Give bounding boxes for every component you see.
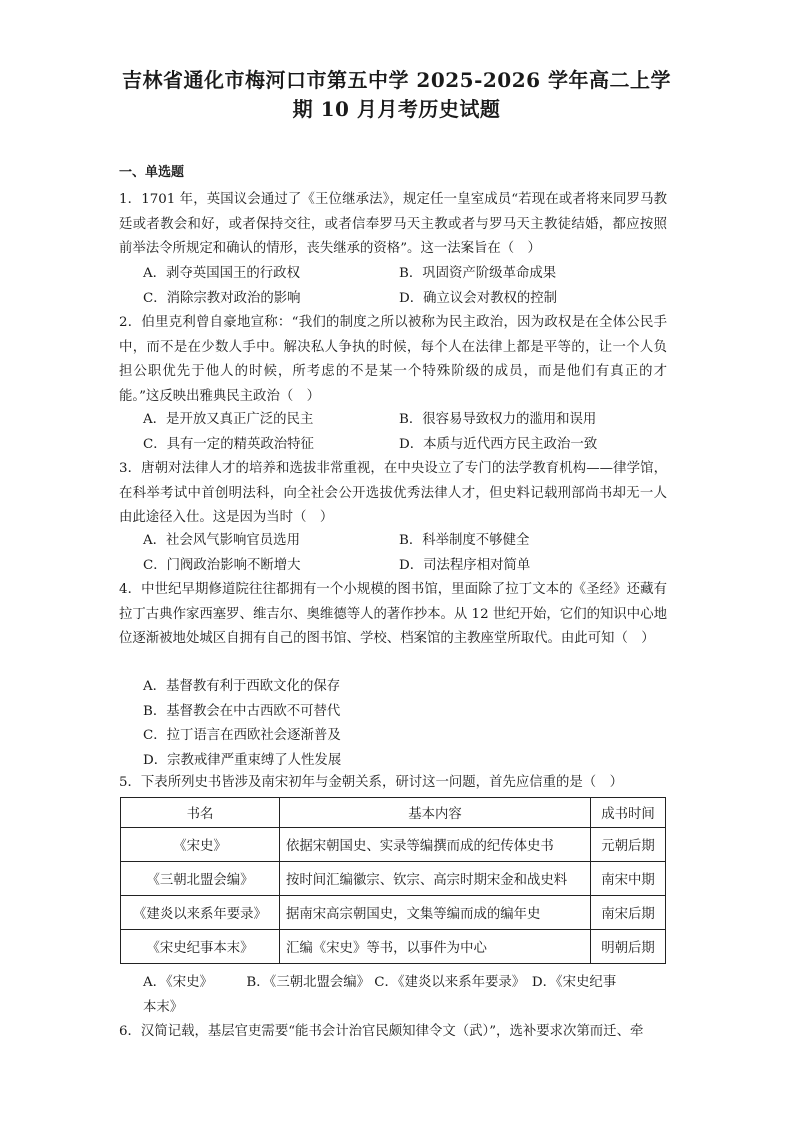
option-b: B．科举制度不够健全 bbox=[399, 533, 530, 548]
question-4-stem: 4．中世纪早期修道院往往都拥有一个小规模的图书馆，里面除了拉丁文本的《圣经》还藏有拉丁古典作家西塞罗、维吉尔、奥维德等人的著作抄本。从 12 世纪开始，它们的知识中心地位逐渐被地处城区自拥有自己的图书馆、学校、档案馆的主教座堂所取代。由此可知（ ） bbox=[119, 582, 667, 647]
title-line-2: 期 10 月月考历史试题 bbox=[292, 97, 501, 121]
question-6-stem: 6．汉简记载，基层官吏需要“能书会计治官民颇知律令文（武）”，选补要求次第而迁、牵 bbox=[119, 1024, 644, 1039]
book-content: 据南宋高宗朝国史，文集等编而成的编年史 bbox=[280, 896, 591, 930]
question-3-options bbox=[143, 529, 663, 578]
option-b: B．很容易导致权力的滥用和误用 bbox=[399, 412, 597, 427]
book-content: 依据宋朝国史、实录等编撰而成的纪传体史书 bbox=[280, 828, 591, 862]
title-line-1: 吉林省通化市梅河口市第五中学 2025-2026 学年高二上学 bbox=[121, 68, 672, 92]
option-d: D．司法程序相对简单 bbox=[399, 557, 531, 573]
book-content: 按时间汇编徽宗、钦宗、高宗时期宋金和战史料 bbox=[280, 862, 591, 896]
option-d: D．宗教戒律严重束缚了人性发展 bbox=[143, 752, 342, 768]
options-line-1: A．《宋史》 B．《三朝北盟会编》 C．《建炎以来系年要录》 D．《宋史纪事 bbox=[143, 975, 617, 990]
table-row bbox=[121, 862, 666, 896]
book-name: 《三朝北盟会编》 bbox=[121, 862, 280, 896]
book-date: 南宋后期 bbox=[591, 896, 666, 930]
option-a: A．基督教有利于西欧文化的保存 bbox=[143, 679, 341, 694]
option-a: A．社会风气影响官员选用 bbox=[143, 533, 300, 548]
question-3-stem: 3．唐朝对法律人才的培养和选拔非常重视，在中央设立了专门的法学教育机构——律学馆，在科举考试中首创明法科，向全社会公开选拔优秀法律人才，但史料记载刑部尚书却无一人由此途径入仕。这是因为当时（ ） bbox=[119, 461, 667, 526]
history-books-table bbox=[120, 797, 666, 964]
section-heading: 一、单选题 bbox=[119, 165, 185, 180]
option-d: D．本质与近代西方民主政治一致 bbox=[399, 436, 598, 452]
option-b: B．巩固资产阶级革命成果 bbox=[399, 266, 557, 281]
option-d: D．确立议会对教权的控制 bbox=[399, 290, 558, 306]
header-content: 基本内容 bbox=[280, 798, 591, 828]
question-5-stem: 5．下表所列史书皆涉及南宋初年与金朝关系，研讨这一问题，首先应信重的是（ ） bbox=[119, 775, 623, 790]
option-a: A．剥夺英国国王的行政权 bbox=[143, 266, 300, 281]
table-row bbox=[121, 896, 666, 930]
question-1-stem: 1．1701 年，英国议会通过了《王位继承法》，规定任一皇室成员“若现在或者将来同罗马教廷或者教会和好，或者保持交往，或者信奉罗马天主教或者与罗马天主教徒结婚，都应按照前举法令所规定和确认的情形，丧失继承的资格”。这一法案旨在（ ） bbox=[119, 192, 667, 257]
table-row bbox=[121, 930, 666, 964]
option-a: A．是开放又真正广泛的民主 bbox=[143, 412, 314, 427]
book-date: 南宋中期 bbox=[591, 862, 666, 896]
book-date: 明朝后期 bbox=[591, 930, 666, 964]
book-name: 《建炎以来系年要录》 bbox=[121, 896, 280, 930]
option-b: B．基督教会在中古西欧不可替代 bbox=[143, 703, 341, 719]
option-c: C．消除宗教对政治的影响 bbox=[143, 290, 301, 306]
book-date: 元朝后期 bbox=[591, 828, 666, 862]
option-c: C．拉丁语言在西欧社会逐渐普及 bbox=[143, 728, 341, 744]
book-content: 汇编《宋史》等书，以事件为中心 bbox=[280, 930, 591, 964]
question-5-options bbox=[143, 971, 667, 1020]
question-2-options bbox=[143, 408, 663, 457]
question-2-stem: 2．伯里克利曾自豪地宣称：“我们的制度之所以被称为民主政治，因为政权是在全体公民手中，而不是在少数人手中。解决私人争执的时候，每个人在法律上都是平等的，让一个人负担公职优先于他人的时候，所考虑的不是某一个特殊阶级的成员，而是他们有真正的才能。”这反映出雅典民主政治（ ） bbox=[119, 315, 667, 404]
table-header-row bbox=[121, 798, 666, 828]
book-name: 《宋史纪事本末》 bbox=[121, 930, 280, 964]
header-date: 成书时间 bbox=[591, 798, 666, 828]
table-row bbox=[121, 828, 666, 862]
options-line-2: 本末》 bbox=[143, 999, 184, 1015]
exam-title bbox=[100, 66, 693, 124]
book-name: 《宋史》 bbox=[121, 828, 280, 862]
question-1-options bbox=[143, 262, 663, 311]
header-book-name: 书名 bbox=[121, 798, 280, 828]
question-4-options bbox=[143, 675, 663, 773]
option-c: C．具有一定的精英政治特征 bbox=[143, 436, 314, 452]
option-c: C．门阀政治影响不断增大 bbox=[143, 557, 301, 573]
